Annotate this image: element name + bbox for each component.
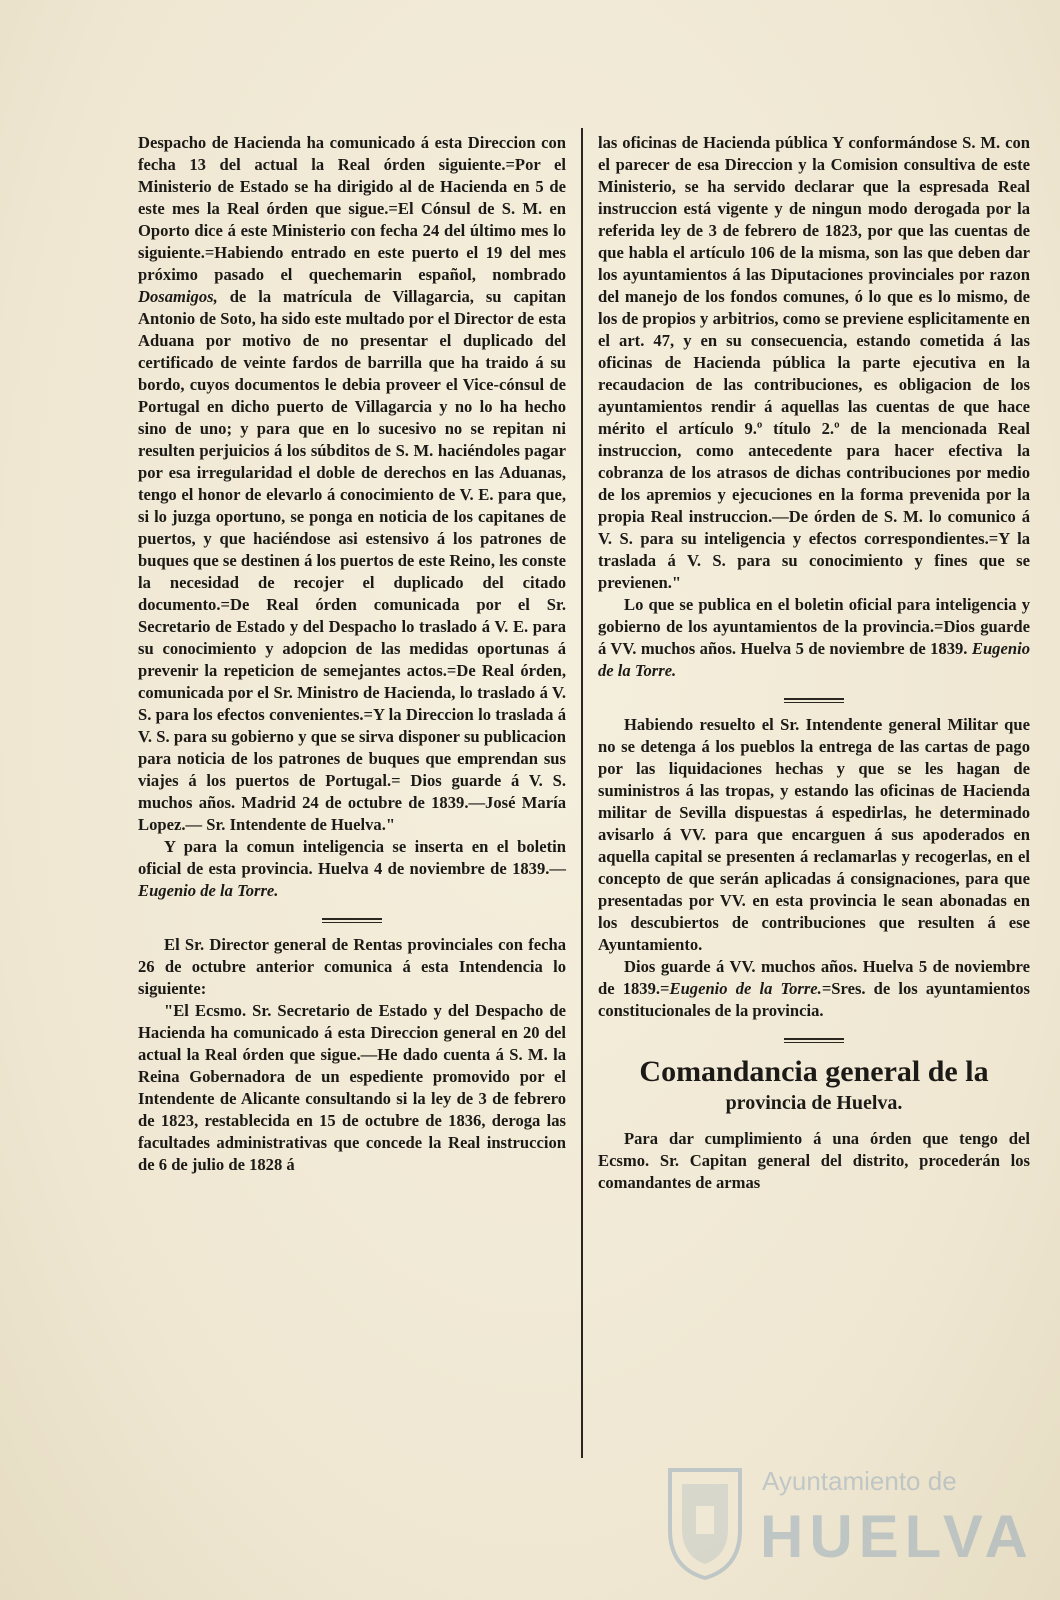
left-paragraph-1: Despacho de Hacienda ha comunicado á esta Direccion con fecha 13 del actual la Real órden siguiente.=Por el Ministerio de Estado se ha dirigido al de Hacienda en 5 de este mes la Real órden que sigue.=El Cónsul de S. M. en Oporto dice á este Ministerio con fecha 24 del último mes lo siguiente.=Habiendo entrado en este puerto el 19 del mes próximo pasado el quechemarin español, nombrado Dosamigos, de la matrícula de Villagarcia, su capitan Antonio de Soto, ha sido este multado por el Director de esta Aduana por motivo de no presentar el duplicado del certificado de veinte fardos de barrilla que ha traido á su bordo, cuyos documentos le debia proveer el Vice-cónsul de Portugal en dicho puerto de Villagarcia y no lo ha hecho sino de uno; y para que en lo sucesivo no se repitan ni resulten perjuicios á los súbditos de S. M. haciéndoles pagar por esa irregularidad el doble de derechos en las Aduanas, tengo el honor de elevarlo á conocimiento de V. E. para que, si lo juzga oportuno, se ponga en noticia de los capitanes de puertos, y que haciéndose asi estensivo á los patrones de buques que se destinen á los puertos de este Reino, les conste la necesidad de recojer el duplicado del citado documento.=De Real órden comunicada por el Sr. Secretario de Estado y del Despacho lo traslado á V. E. para su conocimiento y adopcion de las medidas oportunas á prevenir la repeticion de semejantes actos.=De Real órden, comunicada por el Sr. Ministro de Hacienda, lo traslado á V. S. para los efectos convenientes.=Y la Direccion lo traslada á V. S. para su gobierno y que se sirva disponer su publicacion para noticia de los patrones de buques que emprendan sus viajes á los puertos de Portugal.= Dios guarde á V. S. muchos años. Madrid 24 de octubre de 1839.—José María Lopez.— Sr. Intendente de Huelva." — [138, 133, 566, 834]
left-paragraph-4: "El Ecsmo. Sr. Secretario de Estado y del Despacho de Hacienda ha comunicado á esta Direccion general en 20 del actual la Real órden que sigue.—He dado cuenta á S. M. la Reina Gobernadora de un espediente promovido por el Intendente de Alicante consultando si la ley de 3 de febrero de 1823, restablecida en 15 de octubre de 1836, deroga las facultades administrativas que concede la Real instruccion de 6 de julio de 1828 á — [138, 1001, 566, 1174]
column-rule — [581, 128, 583, 1458]
right-paragraph-3: Habiendo resuelto el Sr. Intendente general Militar que no se detenga á los pueblos la entrega de las cartas de pago por las liquidaciones hechas y que se les hagan de suministros á las tropas, y estando las oficinas de Hacienda militar de Sevilla dispuestas á espedirlas, he determinado avisarlo á VV. para que encarguen á sus apoderados en aquella capital se presenten á reclamarlas y recogerlas, en el concepto de que serán aplicadas á consignaciones, para que presentadas por VV. en esta provincia le sean abonadas en los descubiertos de contribuciones que resulten á ese Ayuntamiento. — [598, 715, 1030, 954]
stamp-line-2: HUELVA — [760, 1503, 1034, 1570]
right-column — [598, 132, 1030, 1194]
section-subheading: provincia de Huelva. — [725, 1092, 903, 1114]
signature: Eugenio de la Torre. — [138, 881, 279, 900]
left-column — [138, 132, 566, 1176]
right-paragraph-2: Lo que se publica en el boletin oficial para inteligencia y gobierno de los ayuntamientos de la provincia.=Dios guarde á VV. muchos años. Huelva 5 de noviembre de 1839. Eugenio de la Torre. — [598, 595, 1030, 680]
stamp-line-1: Ayuntamiento de — [762, 1466, 957, 1496]
right-paragraph-4: Dios guarde á VV. muchos años. Huelva 5 de noviembre de 1839.=Eugenio de la Torre.=Sres. de los ayuntamientos constitucionales de la provincia. — [598, 957, 1030, 1020]
ornament-divider — [138, 910, 566, 924]
coat-of-arms-icon — [662, 1460, 748, 1580]
right-paragraph-5: Para dar cumplimiento á una órden que tengo del Ecsmo. Sr. Capitan general del distrito, procederán los comandantes de armas — [598, 1129, 1030, 1192]
left-paragraph-3: El Sr. Director general de Rentas provinciales con fecha 26 de octubre anterior comunica á esta Intendencia lo siguiente: — [138, 935, 566, 998]
ornament-divider — [598, 690, 1030, 704]
ship-name: Dosamigos, — [138, 287, 218, 306]
ornament-divider — [598, 1030, 1030, 1044]
left-paragraph-2: Y para la comun inteligencia se inserta en el boletin oficial de esta provincia. Huelva 4 de noviembre de 1839.—Eugenio de la Torre. — [138, 837, 566, 900]
signature: Eugenio de la Torre. — [669, 979, 822, 998]
right-paragraph-1: las oficinas de Hacienda pública Y conformándose S. M. con el parecer de esa Direccion y la Comision consultiva de este Ministerio, se ha servido declarar que la espresada Real instruccion está vigente y de ningun modo derogada por la referida ley de 3 de febrero de 1823, por que las cuentas de que habla el artículo 106 de la misma, son las que deben dar los ayuntamientos á las Diputaciones provinciales por razon del manejo de los fondos comunes, ó lo que es lo mismo, de los de propios y arbitrios, como se previene esplicitamente en el art. 47, y en su consecuencia, estando cometida á las oficinas de Hacienda pública la parte ejecutiva en la recaudacion de las contribuciones, es obligacion de los ayuntamientos rendir á aquellas las cuentas de que hace mérito el artículo 9.º título 2.º de la mencionada Real instruccion, como antecedente para hacer efectiva la cobranza de los atrasos de dichas contribuciones por medio de los apremios y ejecuciones en la forma prevenida por la propia Real instruccion.—De órden de S. M. lo comunico á V. S. para su inteligencia y efectos correspondientes.=Y la traslada á V. S. para su conocimiento y fines que se previenen." — [598, 133, 1030, 592]
section-heading: Comandancia general de la — [639, 1055, 989, 1088]
watermark-stamp — [662, 1460, 1034, 1580]
signature: Eugenio de la Torre. — [598, 639, 1030, 680]
